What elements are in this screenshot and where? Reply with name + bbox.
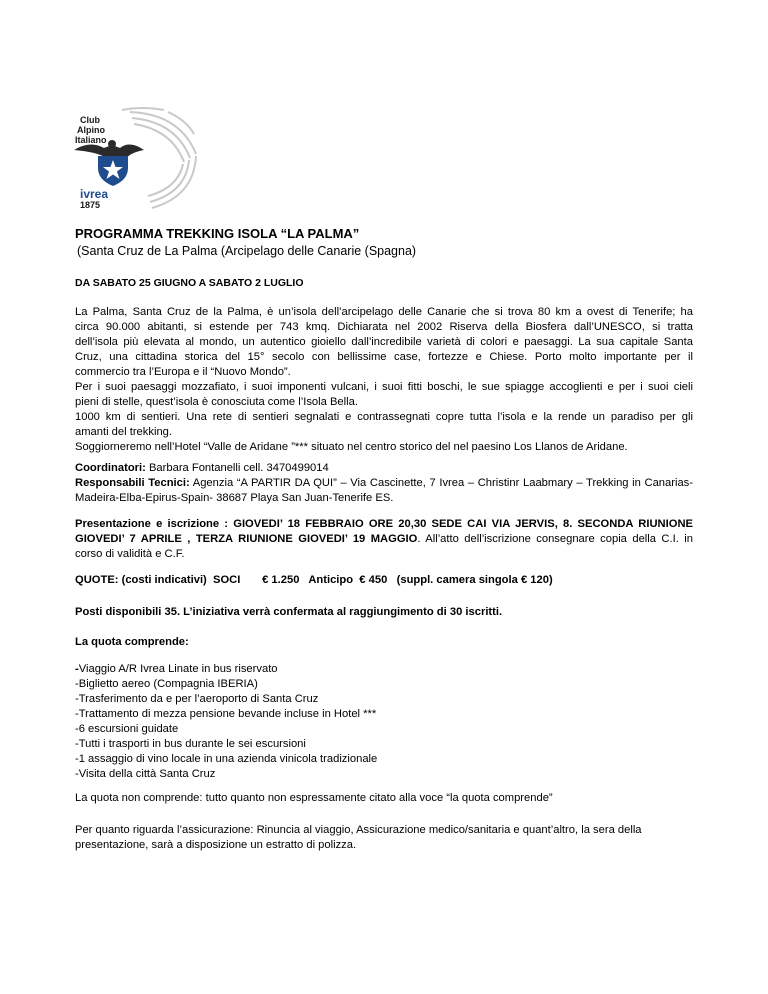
logo-italiano-text: Italiano	[75, 135, 107, 145]
list-item: -1 assaggio di vino locale in una azienda vinicola tradizionale	[75, 753, 378, 765]
coordinatori-value: Barbara Fontanelli cell. 3470499014	[145, 462, 329, 474]
list-item: -Tutti i trasporti in bus durante le sei escursioni	[75, 738, 306, 750]
list-item: -Trasferimento da e per l’aeroporto di Santa Cruz	[75, 693, 319, 705]
presentazione-line-3: corso di validità e C.F.	[75, 548, 185, 560]
description-line: 1000 km di sentieri. Una rete di sentieri segnalati e contrassegnati copre tutta l’isola e la rende un paradiso per gli	[75, 411, 693, 423]
presentazione-line-2	[75, 532, 693, 547]
contacts-block	[75, 461, 693, 506]
responsabili-line-2: Madeira-Elba-Epirus-Spain- 38687 Playa San Juan-Tenerife ES.	[75, 492, 394, 504]
comprende-heading: La quota comprende:	[75, 636, 189, 648]
cai-logo	[68, 104, 204, 212]
logo-city-text: ivrea	[80, 187, 109, 201]
coordinatori-line	[75, 461, 693, 476]
assicurazione-line: presentazione, sarà a disposizione un estratto di polizza.	[75, 839, 357, 851]
logo-alpino-text: Alpino	[77, 125, 105, 135]
coordinatori-label: Coordinatori:	[75, 462, 146, 474]
responsabili-line	[75, 476, 693, 491]
assicurazione-line: Per quanto riguarda l’assicurazione: Rinuncia al viaggio, Assicurazione medico/sanitaria e quant’altro, la sera della	[75, 824, 642, 836]
description-line: commercio tra l’Europa e il “Nuovo Mondo”.	[75, 366, 291, 378]
description-line: circa 90.000 abitanti, si estende per 743 kmq. Dichiarata nel 2002 Riserva della Biosfera dall’UNESCO, si tratta	[75, 321, 693, 333]
logo-year-text: 1875	[80, 200, 101, 210]
list-item: -Visita della città Santa Cruz	[75, 768, 216, 780]
description-line: Soggiorneremo nell’Hotel “Valle de Aridane ”*** situato nel centro storico del nel paesino Los Llanos de Aridane.	[75, 441, 628, 453]
description-line: amanti del trekking.	[75, 426, 173, 438]
logo-club-text: Club	[80, 115, 100, 125]
list-bullet: -	[75, 663, 79, 675]
comprende-list	[75, 662, 377, 782]
page-title: PROGRAMMA TREKKING ISOLA “LA PALMA”	[75, 226, 360, 241]
description-paragraph	[75, 305, 693, 455]
list-item: -6 escursioni guidate	[75, 723, 179, 735]
assicurazione-paragraph	[75, 823, 695, 853]
description-line: Per i suoi paesaggi mozzafiato, i suoi imponenti vulcani, i suoi fitti boschi, le sue spiagge accoglienti e per i suoi cieli	[75, 381, 693, 393]
responsabili-label: Responsabili Tecnici:	[75, 477, 190, 489]
list-item: -Biglietto aereo (Compagnia IBERIA)	[75, 678, 258, 690]
description-line: La Palma, Santa Cruz de la Palma, è un’isola dell’arcipelago delle Canarie che si trova 80 km a ovest di Tenerife; ha	[75, 306, 693, 318]
trip-dates: DA SABATO 25 GIUGNO A SABATO 2 LUGLIO	[75, 277, 304, 289]
description-line: dell’isola più elevata al mondo, un autentico gioiello dall’incredibile varietà di colori e paesaggi. La sua capitale Santa	[75, 336, 693, 348]
list-item: -Trattamento di mezza pensione bevande incluse in Hotel ***	[75, 708, 377, 720]
description-line: Cruz, una cittadina storica del 15° secolo con bellissime case, fortezze e Chiese. Porto molto importante per il	[75, 351, 693, 363]
non-comprende-line: La quota non comprende: tutto quanto non espressamente citato alla voce “la quota comprende”	[75, 792, 553, 804]
page-subtitle: (Santa Cruz de La Palma (Arcipelago delle Canarie (Spagna)	[77, 244, 417, 258]
presentazione-line-1: Presentazione e iscrizione : GIOVEDI’ 18 FEBBRAIO ORE 20,30 SEDE CAI VIA JERVIS, 8. SECONDA RIUNIONE	[75, 518, 693, 530]
presentazione-note: . All’atto dell’iscrizione consegnare copia della C.I. in	[417, 533, 693, 545]
responsabili-value: Agenzia “A PARTIR DA QUI” – Via Cascinette, 7 Ivrea – Christinr Laabmary – Trekking in Canarias-	[189, 477, 693, 489]
list-item: -Viaggio A/R Ivrea Linate in bus riservato	[75, 663, 278, 675]
quote-line: QUOTE: (costi indicativi) SOCI € 1.250 Anticipo € 450 (suppl. camera singola € 120)	[75, 574, 553, 586]
posti-line: Posti disponibili 35. L’iniziativa verrà confermata al raggiungimento di 30 iscritti.	[75, 606, 503, 618]
presentazione-dates: GIOVEDI’ 7 APRILE , TERZA RIUNIONE GIOVEDI’ 19 MAGGIO	[75, 533, 418, 545]
presentazione-block	[75, 517, 693, 562]
description-line: pieni di stelle, quest’isola è conosciuta come l’Isola Bella.	[75, 396, 358, 408]
